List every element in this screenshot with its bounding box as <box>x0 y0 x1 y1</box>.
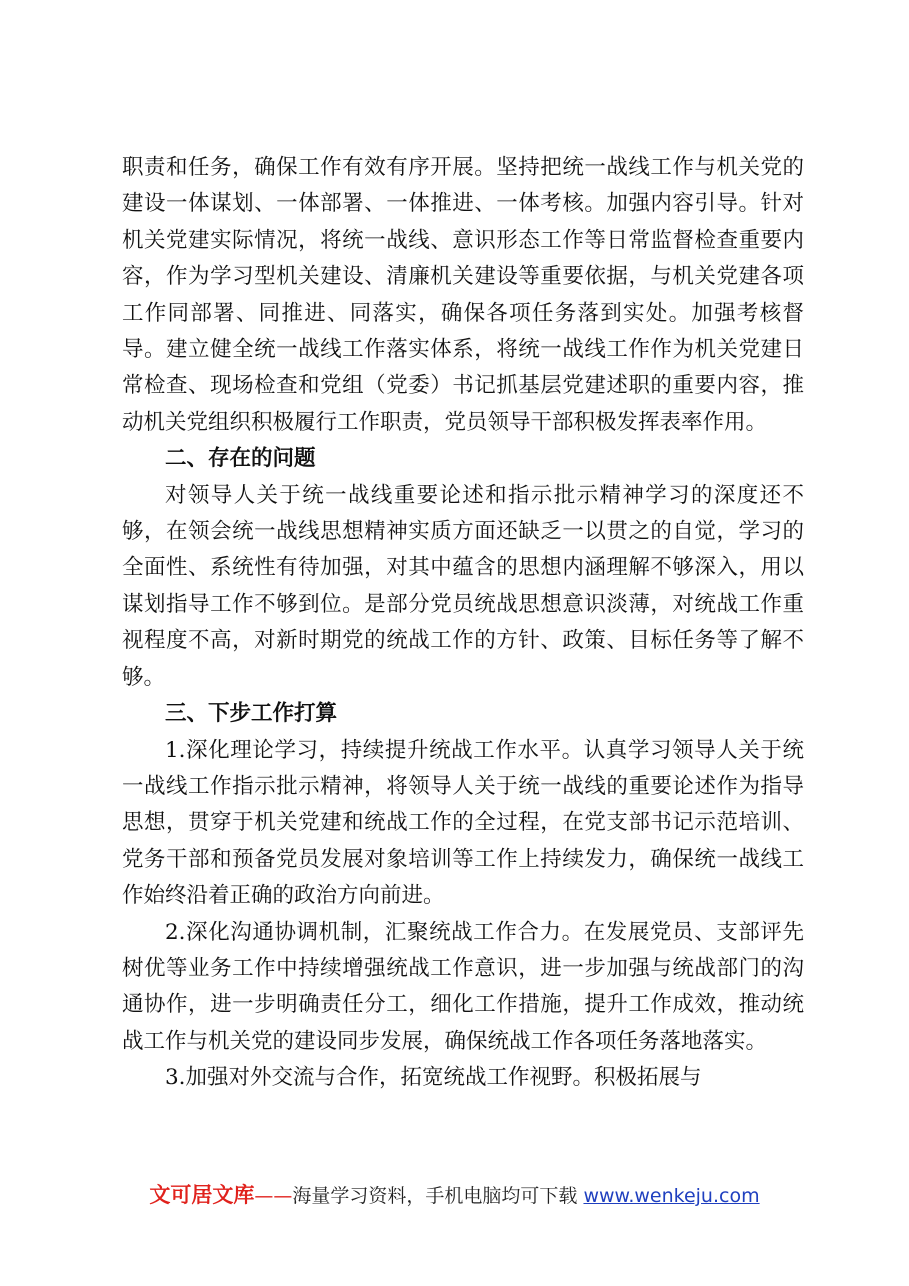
section-heading-problems: 二、存在的问题 <box>165 446 316 472</box>
paragraph-problems: 对领导人关于统一战线重要论述和指示批示精神学习的深度还不够，在领会统一战线思想精神实质方面还缺乏一以贯之的自觉，学习的全面性、系统性有待加强，对其中蕴含的思想内涵理解不够深入，用以谋划指导工作不够到位。是部分党员统战思想意识淡薄，对统战工作重视程度不高，对新时期党的统战工作的方针、政策、目标任务等了解不够。 <box>122 482 804 690</box>
footer-tagline: 海量学习资料，手机电脑均可下载 <box>292 1185 578 1207</box>
page-footer <box>0 1180 909 1211</box>
section-heading-next-steps: 三、下步工作打算 <box>165 701 338 727</box>
footer-separator: —— <box>254 1185 293 1207</box>
paragraph-step-1: 1.深化理论学习，持续提升统战工作水平。认真学习领导人关于统一战线工作指示批示精神，将领导人关于统一战线的重要论述作为指导思想，贯穿于机关党建和统战工作的全过程，在党支部书记示范培训、党务干部和预备党员发展对象培训等工作上持续发力，确保统一战线工作始终沿着正确的政治方向前进。 <box>122 737 804 909</box>
paragraph-step-2: 2.深化沟通协调机制，汇聚统战工作合力。在发展党员、支部评先树优等业务工作中持续增强统战工作意识，进一步加强与统战部门的沟通协作，进一步明确责任分工，细化工作措施，提升工作成效，推动统战工作与机关党的建设同步发展，确保统战工作各项任务落地落实。 <box>122 919 804 1054</box>
footer-website-link[interactable]: www.wenkeju.com <box>583 1185 760 1207</box>
document-body <box>122 150 804 1097</box>
paragraph-step-3: 3.加强对外交流与合作，拓宽统战工作视野。积极拓展与 <box>165 1065 702 1091</box>
footer-brand: 文可居文库 <box>149 1183 255 1207</box>
paragraph-continued: 职责和任务，确保工作有效有序开展。坚持把统一战线工作与机关党的建设一体谋划、一体部署、一体推进、一体考核。加强内容引导。针对机关党建实际情况，将统一战线、意识形态工作等日常监督检查重要内容，作为学习型机关建设、清廉机关建设等重要依据，与机关党建各项工作同部署、同推进、同落实，确保各项任务落到实处。加强考核督导。建立健全统一战线工作落实体系，将统一战线工作作为机关党建日常检查、现场检查和党组（党委）书记抓基层党建述职的重要内容，推动机关党组织积极履行工作职责，党员领导干部积极发挥表率作用。 <box>122 155 804 435</box>
